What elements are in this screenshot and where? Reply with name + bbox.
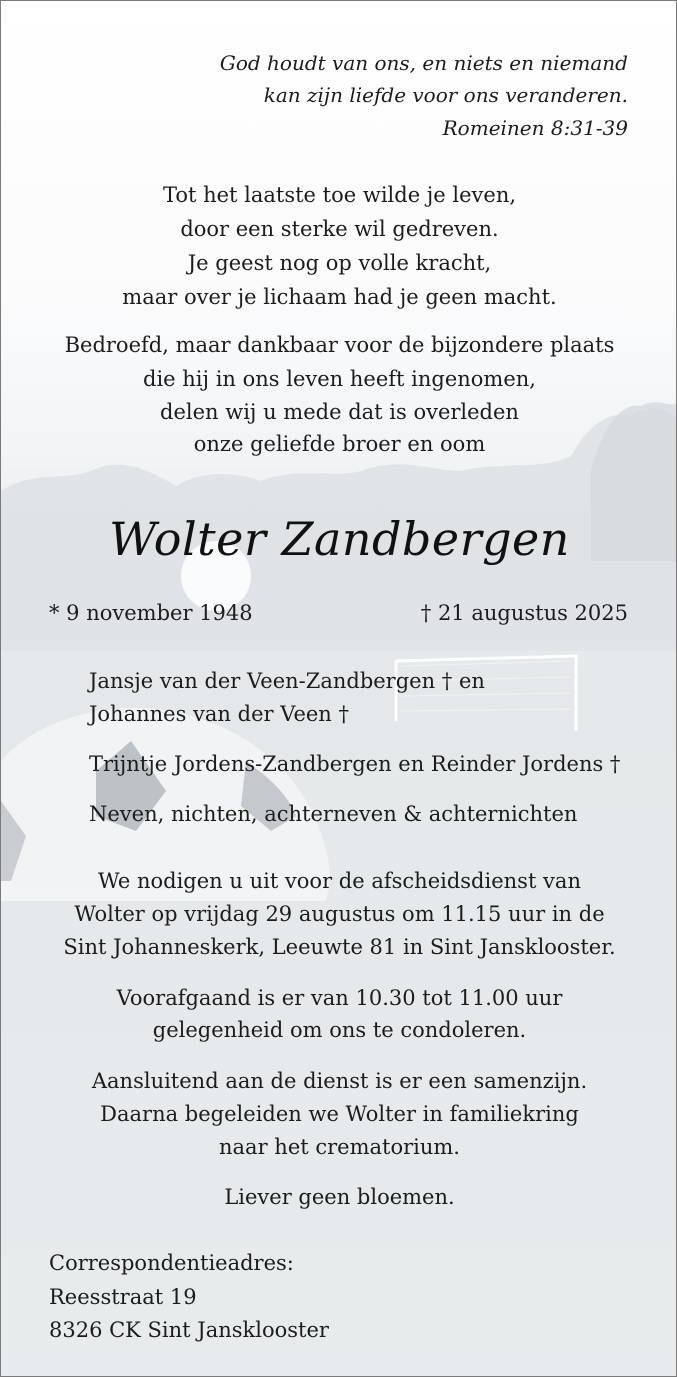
- after-line-2: Daarna begeleiden we Wolter in familiekring: [100, 1102, 579, 1126]
- announcement-line-3: delen wij u mede dat is overleden: [160, 400, 519, 424]
- birth-date: * 9 november 1948: [49, 601, 253, 625]
- service-line-3: Sint Johanneskerk, Leeuwte 81 in Sint Jansklooster.: [63, 935, 616, 959]
- death-date: † 21 augustus 2025: [420, 601, 628, 625]
- announcement-line-4: onze geliefde broer en oom: [193, 432, 486, 456]
- announcement-line-2: die hij in ons leven heeft ingenomen,: [143, 367, 536, 391]
- service-line-1: We nodigen u uit voor de afscheidsdienst van: [98, 869, 581, 893]
- correspondence-city: 8326 CK Sint Jansklooster: [49, 1318, 329, 1342]
- scripture-reference: Romeinen 8:31-39: [442, 116, 628, 140]
- poem-line-3: Je geest nog op volle kracht,: [187, 251, 492, 275]
- condolence-line-1: Voorafgaand is er van 10.30 tot 11.00 uur: [116, 986, 563, 1010]
- scripture-line-1: God houdt van ons, en niets en niemand: [219, 51, 628, 75]
- deceased-name: Wolter Zandbergen: [109, 512, 570, 566]
- family-entry-2: Trijntje Jordens-Zandbergen en Reinder Jordens †: [89, 752, 621, 776]
- family-entry-1-line-1: Jansje van der Veen-Zandbergen † en: [89, 669, 485, 693]
- correspondence-street: Reesstraat 19: [49, 1285, 197, 1309]
- family-entry-3: Neven, nichten, achterneven & achternichten: [89, 802, 578, 826]
- poem-line-4: maar over je lichaam had je geen macht.: [122, 285, 557, 309]
- service-line-2: Wolter op vrijdag 29 augustus om 11.15 uur in de: [74, 902, 605, 926]
- condolence-line-2: gelegenheid om ons te condoleren.: [152, 1018, 527, 1042]
- no-flowers-note: Liever geen bloemen.: [224, 1185, 455, 1209]
- announcement-line-1: Bedroefd, maar dankbaar voor de bijzondere plaats: [64, 333, 615, 357]
- scripture-line-2: kan zijn liefde voor ons veranderen.: [263, 83, 628, 107]
- poem-line-1: Tot het laatste toe wilde je leven,: [162, 183, 517, 207]
- after-line-1: Aansluitend aan de dienst is er een samenzijn.: [91, 1069, 588, 1093]
- family-entry-1-line-2: Johannes van der Veen †: [89, 702, 349, 726]
- correspondence-label: Correspondentieadres:: [49, 1251, 294, 1275]
- after-line-3: naar het crematorium.: [219, 1135, 460, 1159]
- poem-line-2: door een sterke wil gedreven.: [180, 217, 499, 241]
